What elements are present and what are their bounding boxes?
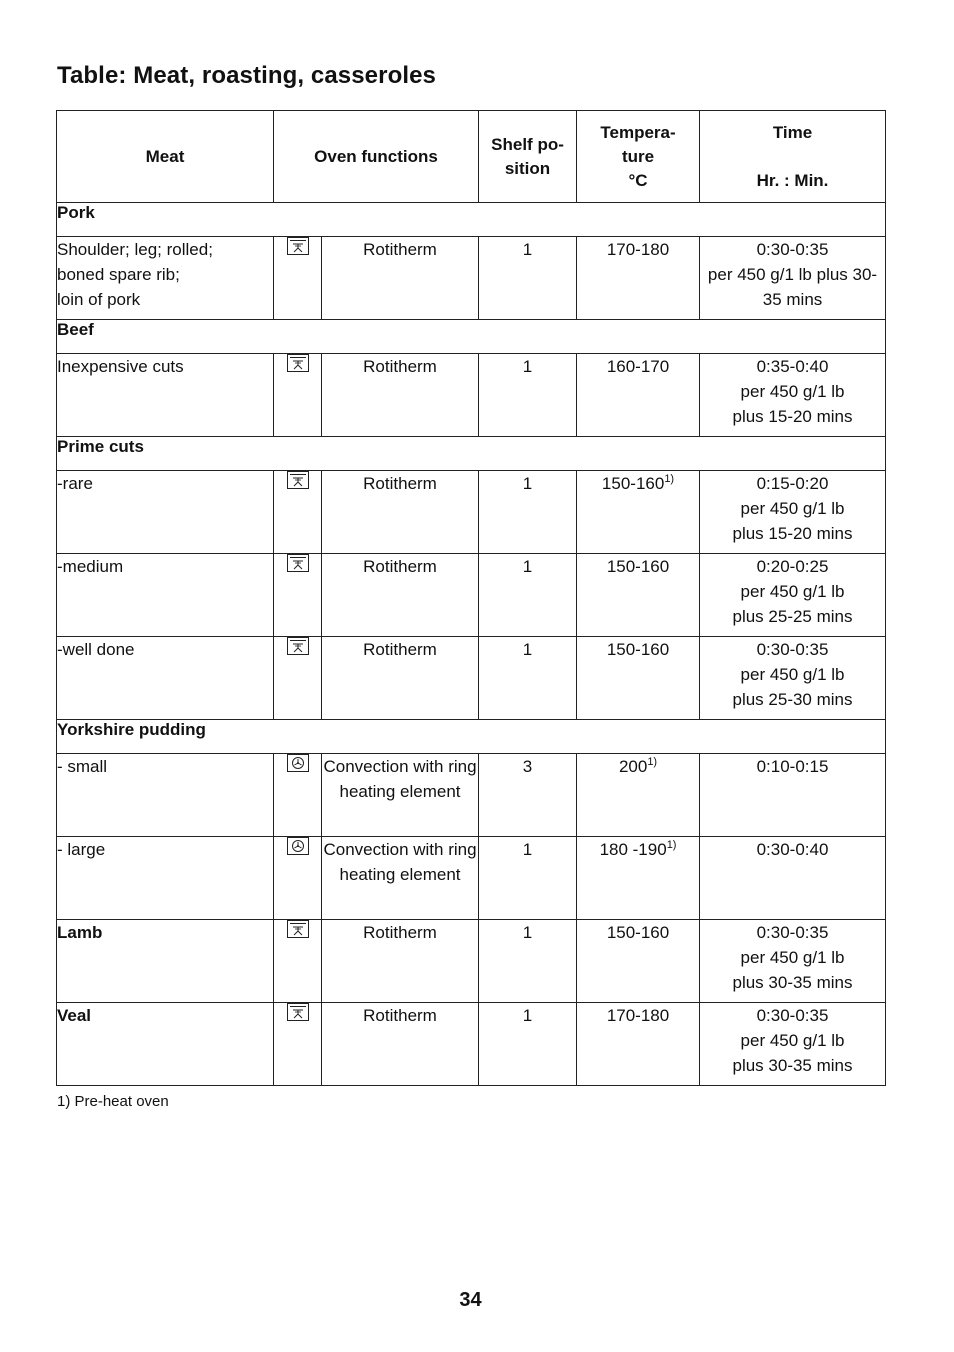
header-temperature-line2: ture (621, 146, 655, 166)
time-cell (700, 920, 886, 1003)
temperature-cell (577, 554, 700, 637)
time-text: plus 25-30 mins (732, 690, 853, 709)
temperature-cell (577, 754, 700, 837)
category-label: Beef (57, 320, 886, 354)
oven-function-icon-cell (274, 237, 322, 320)
time-text: per 450 g/1 lb (740, 665, 845, 684)
meat-cell (57, 471, 274, 554)
time-cell (700, 637, 886, 720)
oven-function-label: Convection with ring heating element (322, 754, 479, 837)
time-text: 0:30-0:35 (756, 240, 829, 259)
table-row (57, 837, 886, 920)
oven-function-label: Rotitherm (322, 1003, 479, 1086)
time-cell (700, 837, 886, 920)
meat-text: -medium (57, 557, 124, 576)
table-row (57, 554, 886, 637)
header-temperature-unit: °C (628, 170, 648, 190)
oven-function-icon-cell (274, 471, 322, 554)
footnote-mark: 1) (647, 756, 658, 768)
temperature-cell (577, 471, 700, 554)
category-label: Pork (57, 203, 886, 237)
oven-function-label: Convection with ring heating element (322, 837, 479, 920)
time-cell (700, 471, 886, 554)
oven-function-icon-cell (274, 920, 322, 1003)
oven-function-icon-cell (274, 354, 322, 437)
shelf-position: 1 (479, 637, 577, 720)
time-cell (700, 1003, 886, 1086)
table-row (57, 471, 886, 554)
meat-cell (57, 1003, 274, 1086)
oven-function-label: Rotitherm (322, 920, 479, 1003)
table-header-row (57, 111, 886, 203)
category-row (57, 203, 886, 237)
meat-text: loin of pork (57, 290, 141, 309)
oven-function-label: Rotitherm (322, 354, 479, 437)
meat-text: Veal (57, 1006, 92, 1025)
header-shelf-position-text: Shelf po-sition (491, 134, 564, 178)
category-label: Yorkshire pudding (57, 720, 886, 754)
oven-function-icon-cell (274, 637, 322, 720)
time-text: plus 30-35 mins (732, 973, 853, 992)
header-temperature-line1: Tempera- (600, 122, 676, 142)
time-text: 0:20-0:25 (756, 557, 829, 576)
time-cell (700, 237, 886, 320)
oven-function-icon-cell (274, 754, 322, 837)
meat-text: Shoulder; leg; rolled; (57, 240, 213, 259)
temperature-value: 200 (618, 757, 648, 776)
header-meat: Meat (57, 111, 274, 203)
meat-text: Lamb (57, 923, 103, 942)
meat-cell (57, 554, 274, 637)
header-time-line1: Time (772, 122, 813, 142)
shelf-position: 1 (479, 354, 577, 437)
temperature-value: 170-180 (606, 240, 670, 259)
table-row (57, 754, 886, 837)
temperature-value: 180 -190 (599, 840, 667, 859)
time-cell (700, 554, 886, 637)
temperature-value: 170-180 (606, 1006, 670, 1025)
meat-cell (57, 920, 274, 1003)
temperature-value: 150-160 (606, 923, 670, 942)
oven-function-label: Rotitherm (322, 237, 479, 320)
temperature-cell (577, 354, 700, 437)
temperature-cell (577, 237, 700, 320)
table-body (57, 203, 886, 1086)
meat-text: boned spare rib; (57, 265, 180, 284)
rotitherm-icon (287, 240, 309, 259)
time-text: 0:30-0:40 (756, 840, 829, 859)
time-text: 0:35-0:40 (756, 357, 829, 376)
convection-fan-icon (287, 840, 309, 859)
time-text: 0:15-0:20 (756, 474, 829, 493)
temperature-value: 150-160 (606, 557, 670, 576)
time-text: 35 mins (762, 290, 823, 309)
category-label: Prime cuts (57, 437, 886, 471)
oven-function-icon-cell (274, 837, 322, 920)
page-title: Table: Meat, roasting, casseroles (57, 62, 436, 89)
time-text: per 450 g/1 lb (740, 948, 845, 967)
time-cell (700, 354, 886, 437)
meat-cell (57, 237, 274, 320)
time-text: per 450 g/1 lb (740, 582, 845, 601)
meat-text: -rare (57, 474, 93, 493)
meat-cell (57, 754, 274, 837)
oven-function-icon-cell (274, 554, 322, 637)
time-text: plus 30-35 mins (732, 1056, 853, 1075)
shelf-position: 1 (479, 237, 577, 320)
shelf-position: 1 (479, 471, 577, 554)
temperature-value: 150-160 (606, 640, 670, 659)
time-text: plus 15-20 mins (732, 524, 853, 543)
table-row (57, 1003, 886, 1086)
category-row (57, 720, 886, 754)
rotitherm-icon (287, 640, 309, 659)
time-text: plus 25-25 mins (732, 607, 853, 626)
footnote-mark: 1) (664, 473, 675, 485)
category-row (57, 437, 886, 471)
header-oven-functions: Oven functions (274, 111, 479, 203)
time-cell (700, 754, 886, 837)
rotitherm-icon (287, 1006, 309, 1025)
oven-function-icon-cell (274, 1003, 322, 1086)
shelf-position: 1 (479, 920, 577, 1003)
header-temperature (577, 111, 700, 203)
temperature-cell (577, 1003, 700, 1086)
meat-roasting-table (56, 110, 886, 1086)
page-number: 34 (459, 1289, 482, 1311)
header-time (700, 111, 886, 203)
table-row (57, 920, 886, 1003)
convection-fan-icon (287, 757, 309, 776)
time-text: 0:30-0:35 (756, 923, 829, 942)
shelf-position: 3 (479, 754, 577, 837)
meat-cell (57, 637, 274, 720)
meat-cell (57, 837, 274, 920)
temperature-cell (577, 920, 700, 1003)
footnote: 1) Pre-heat oven (57, 1093, 169, 1110)
footnote-mark: 1) (666, 839, 677, 851)
header-time-line2: Hr. : Min. (756, 170, 829, 190)
time-text: 0:30-0:35 (756, 640, 829, 659)
table-row (57, 637, 886, 720)
shelf-position: 1 (479, 1003, 577, 1086)
oven-function-label: Rotitherm (322, 554, 479, 637)
time-text: per 450 g/1 lb (740, 1031, 845, 1050)
rotitherm-icon (287, 557, 309, 576)
oven-function-label: Rotitherm (322, 471, 479, 554)
temperature-value: 160-170 (606, 357, 670, 376)
time-text: per 450 g/1 lb (740, 499, 845, 518)
temperature-cell (577, 837, 700, 920)
category-row (57, 320, 886, 354)
meat-text: - small (57, 757, 108, 776)
temperature-cell (577, 637, 700, 720)
time-text: per 450 g/1 lb (740, 382, 845, 401)
meat-text: -well done (57, 640, 135, 659)
time-text: per 450 g/1 lb plus 30- (707, 265, 878, 284)
shelf-position: 1 (479, 554, 577, 637)
time-text: 0:10-0:15 (756, 757, 829, 776)
rotitherm-icon (287, 923, 309, 942)
meat-cell (57, 354, 274, 437)
temperature-value: 150-160 (601, 474, 665, 493)
oven-function-label: Rotitherm (322, 637, 479, 720)
shelf-position: 1 (479, 837, 577, 920)
rotitherm-icon (287, 474, 309, 493)
time-text: 0:30-0:35 (756, 1006, 829, 1025)
time-text: plus 15-20 mins (732, 407, 853, 426)
meat-text: - large (57, 840, 106, 859)
rotitherm-icon (287, 357, 309, 376)
header-shelf-position (479, 111, 577, 203)
table-row (57, 237, 886, 320)
meat-text: Inexpensive cuts (57, 357, 184, 376)
table-row (57, 354, 886, 437)
